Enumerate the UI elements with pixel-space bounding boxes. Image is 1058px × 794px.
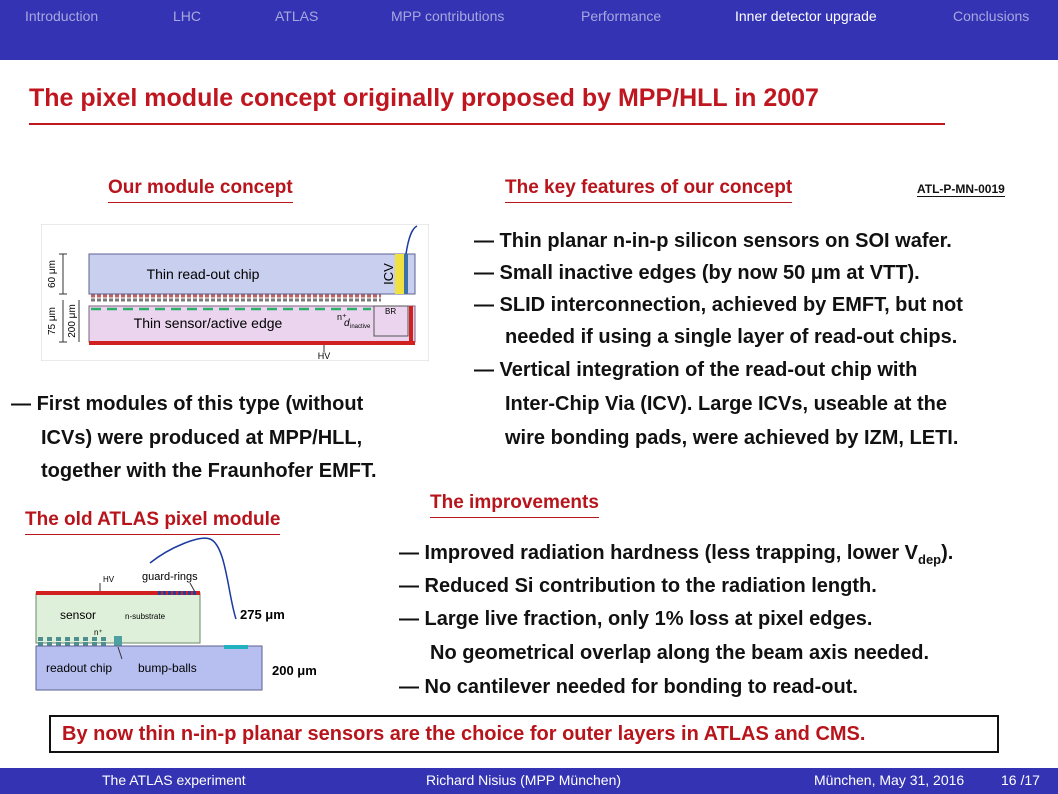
- br-label: BR: [385, 307, 397, 316]
- improvement-line-1-text: — Improved radiation hardness (less trapping, lower V: [399, 542, 919, 564]
- conclusion-box: [49, 715, 999, 753]
- old-readout-label: readout chip: [46, 661, 113, 675]
- improvement-line-3: — Large live fraction, only 1% loss at pixel edges.: [399, 608, 873, 630]
- hv-label: HV: [317, 351, 331, 361]
- feature-line-2: — Small inactive edges (by now 50 μm at VTT).: [474, 262, 920, 284]
- n-plus-label: n⁺: [337, 312, 347, 322]
- nav-atlas[interactable]: ATLAS: [275, 8, 319, 24]
- key-features-heading: The key features of our concept: [505, 177, 792, 203]
- feature-line-5: — Vertical integration of the read-out chip with: [474, 359, 918, 381]
- old-dim-200-label: 200 μm: [272, 663, 317, 678]
- improvement-line-5: — No cantilever needed for bonding to read-out.: [399, 676, 858, 698]
- first-modules-text: First modules of this type (without: [36, 393, 364, 415]
- module-concept-heading: Our module concept: [108, 177, 293, 203]
- d-inactive-sub: inactive: [350, 324, 371, 330]
- old-n-plus-label: n⁺: [94, 628, 103, 637]
- first-modules-line-3: together with the Fraunhofer EMFT.: [41, 460, 377, 482]
- first-modules-line-2: ICVs) were produced at MPP/HLL,: [41, 427, 363, 449]
- icv-column: [395, 254, 404, 294]
- nav-conclusions[interactable]: Conclusions: [953, 8, 1030, 24]
- sensor-label: Thin sensor/active edge: [133, 315, 283, 331]
- guard-rings-label: guard-rings: [142, 571, 198, 583]
- old-hv-label: HV: [103, 575, 115, 584]
- dim-60-label: 60 μm: [47, 260, 58, 288]
- footer-date: München, May 31, 2016: [814, 772, 965, 788]
- nav-introduction[interactable]: Introduction: [25, 8, 99, 24]
- improvements-heading: The improvements: [430, 492, 599, 518]
- vdep-subscript: dep: [918, 552, 942, 567]
- dim-275-label: 275 μm: [240, 607, 285, 622]
- nav-inner-detector-upgrade[interactable]: Inner detector upgrade: [735, 8, 877, 24]
- conclusion-text: By now thin n-in-p planar sensors are the choice for outer layers in ATLAS and CMS.: [62, 723, 866, 745]
- footer-bar: [0, 768, 1058, 794]
- footer-left: The ATLAS experiment: [102, 772, 246, 788]
- feature-line-6: Inter-Chip Via (ICV). Large ICVs, useable at the: [505, 393, 947, 415]
- page-number: 16 /17: [1001, 772, 1040, 788]
- readout-chip-label: Thin read-out chip: [146, 266, 260, 282]
- bump-balls-label: bump-balls: [138, 661, 197, 675]
- feature-line-3: — SLID interconnection, achieved by EMFT, but not: [474, 294, 963, 316]
- improvement-line-2: — Reduced Si contribution to the radiation length.: [399, 575, 877, 597]
- slide-title: The pixel module concept originally proposed by MPP/HLL in 2007: [29, 84, 819, 112]
- feature-line-4: needed if using a single layer of read-out chips.: [505, 326, 958, 348]
- old-sensor-label: sensor: [60, 608, 97, 622]
- improvement-line-1: [399, 542, 953, 567]
- nav-mpp-contributions[interactable]: MPP contributions: [391, 8, 505, 24]
- icv-label: ICV: [381, 263, 396, 285]
- feature-line-1: — Thin planar n-in-p silicon sensors on SOI wafer.: [474, 230, 952, 252]
- nav-performance[interactable]: Performance: [581, 8, 662, 24]
- footer-author: Richard Nisius (MPP München): [426, 772, 622, 788]
- dim-200-label: 200 μm: [67, 304, 78, 338]
- substrate-label: n-substrate: [125, 612, 166, 621]
- navigation-bar: [0, 0, 1058, 60]
- vdep-tail: ).: [941, 542, 954, 564]
- reference-label: ATL-P-MN-0019: [917, 182, 1005, 196]
- dim-75-label: 75 μm: [47, 307, 58, 335]
- feature-line-7: wire bonding pads, were achieved by IZM, LETI.: [505, 427, 959, 449]
- first-modules-bullet: — First modules of this type (without: [11, 393, 364, 415]
- old-module-heading: The old ATLAS pixel module: [25, 509, 280, 535]
- title-underline: [29, 123, 945, 125]
- module-concept-diagram: [41, 224, 429, 361]
- old-module-diagram: [30, 535, 340, 695]
- nav-lhc[interactable]: LHC: [173, 8, 202, 24]
- improvement-line-4: No geometrical overlap along the beam axis needed.: [430, 642, 930, 664]
- d-inactive-label: d: [344, 318, 350, 329]
